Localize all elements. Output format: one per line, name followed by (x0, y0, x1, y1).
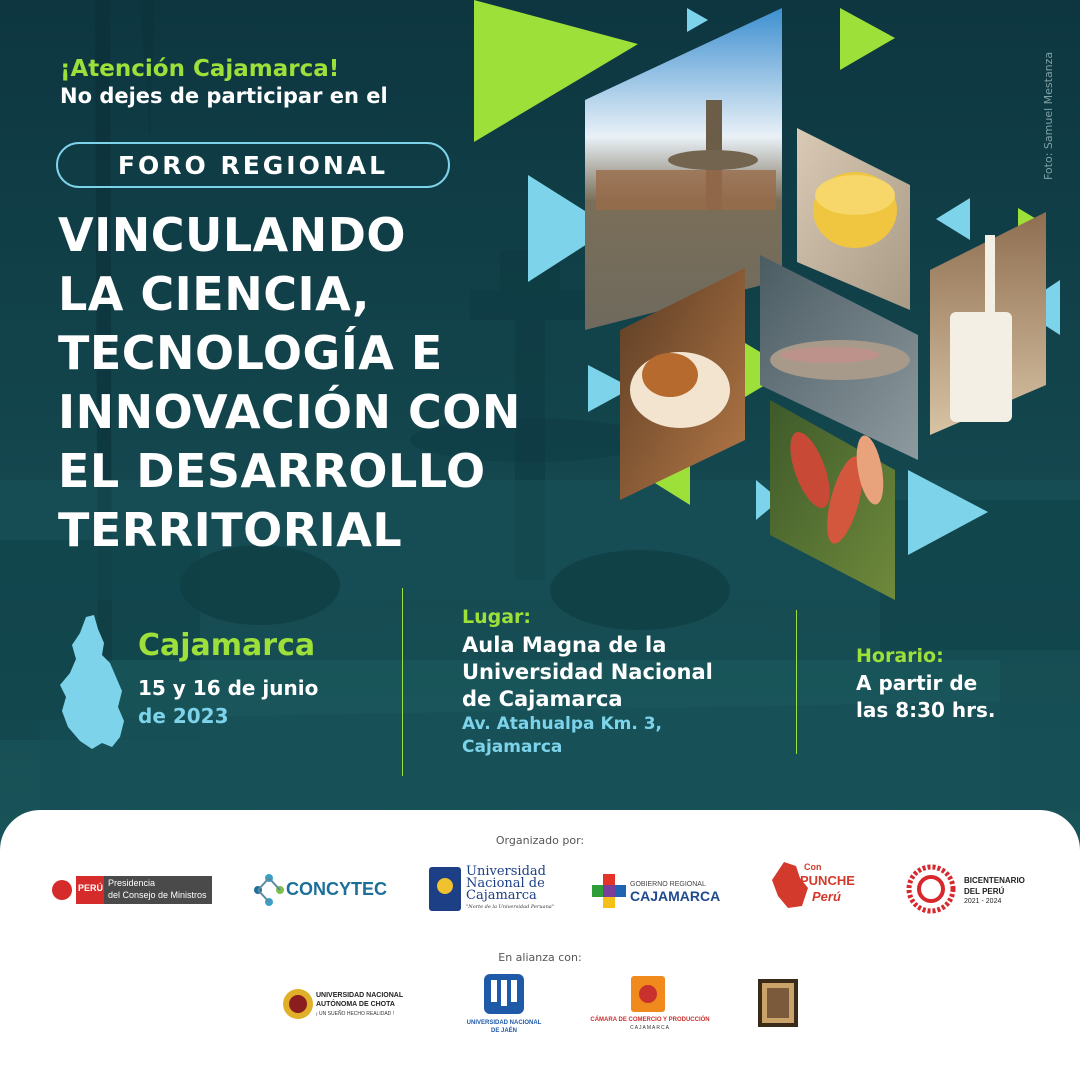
punche-line: PUNCHE (800, 873, 855, 888)
camara-comercio-logo (590, 975, 710, 1031)
event-title-line: EL DESARROLLO (58, 444, 486, 498)
time-heading: Horario: (856, 645, 944, 667)
gobierno-regional-logo (590, 872, 740, 912)
molecule-icon (252, 870, 286, 908)
place-heading: Lugar: (462, 606, 532, 628)
pcm-line: Presidencia (108, 878, 156, 888)
bic-line: 2021 - 2024 (964, 898, 1002, 905)
chota-logo (282, 986, 422, 1024)
unj-emblem-icon (482, 972, 526, 1016)
unc-line: Nacional de (466, 876, 545, 891)
bicentenario-logo (906, 864, 1046, 916)
event-title-line: TECNOLOGÍA E (58, 326, 443, 380)
punche-line: Perú (812, 889, 841, 904)
unc-shield-icon (428, 866, 462, 912)
chota-shield-icon (282, 986, 314, 1022)
jaen-line: DE JAÉN (490, 1028, 517, 1034)
place-line: Universidad Nacional (462, 660, 713, 684)
divider (402, 588, 403, 776)
time-line: las 8:30 hrs. (856, 698, 996, 722)
unc-line: Universidad (466, 864, 546, 879)
pcm-peru-text: PERÚ (78, 883, 104, 893)
pcm-logo (50, 872, 212, 908)
concytec-logo (252, 870, 392, 908)
regional-cross-icon (590, 872, 628, 910)
place-line: Aula Magna de la (462, 633, 667, 657)
plaza-photo (585, 8, 782, 330)
event-title-line: INNOVACIÓN CON (58, 385, 521, 439)
event-title-line: LA CIENCIA, (58, 267, 371, 321)
event-city: Cajamarca (138, 628, 316, 663)
organized-by-label: Organizado por: (495, 834, 585, 847)
event-date-year: de 2023 (138, 704, 229, 728)
bic-line: BICENTENARIO (964, 876, 1025, 885)
punche-line: Con (804, 862, 822, 872)
chota-line: UNIVERSIDAD NACIONAL (316, 992, 404, 999)
event-title-line: VINCULANDO (58, 208, 407, 262)
intro-subheading: No dejes de participar en el (60, 84, 388, 108)
unc-logo (428, 866, 558, 916)
cajamarca-map-icon (58, 615, 128, 750)
jaen-logo (462, 972, 546, 1036)
framed-emblem-icon (757, 978, 799, 1028)
event-date-line: 15 y 16 de junio (138, 676, 319, 700)
gob-line: GOBIERNO REGIONAL (630, 881, 706, 888)
alliance-label: En alianza con: (498, 951, 582, 964)
chota-motto: ¡ UN SUEÑO HECHO REALIDAD ! (316, 1011, 395, 1017)
photo-credit: Foto: Samuel Mestanza (1042, 51, 1055, 180)
camara-line: CÁMARA DE COMERCIO Y PRODUCCIÓN (590, 1017, 710, 1023)
chota-line: AUTÓNOMA DE CHOTA (316, 1001, 395, 1008)
milk-photo (930, 212, 1046, 435)
footer-panel (0, 810, 1080, 1080)
bicentenario-emblem-icon (906, 864, 956, 914)
event-badge (56, 142, 450, 188)
camara-line: CAJAMARCA (630, 1025, 670, 1031)
pcm-line: del Consejo de Ministros (108, 890, 207, 900)
address-line: Cajamarca (462, 737, 563, 757)
gob-line: CAJAMARCA (630, 888, 721, 904)
address-line: Av. Atahualpa Km. 3, (462, 714, 662, 734)
unc-line: Cajamarca (466, 888, 537, 903)
event-title-line: TERRITORIAL (58, 503, 403, 557)
time-line: A partir de (856, 671, 978, 695)
event-badge-label: FORO REGIONAL (117, 150, 389, 180)
jaen-line: UNIVERSIDAD NACIONAL (466, 1020, 542, 1026)
concytec-text: CONCYTEC (286, 879, 388, 899)
con-punche-peru-logo (770, 860, 870, 920)
event-title (58, 206, 578, 560)
unc-motto: "Norte de la Universidad Peruana" (466, 904, 555, 910)
camara-emblem-icon (630, 975, 666, 1013)
bic-line: DEL PERÚ (964, 887, 1005, 896)
intro-heading: ¡Atención Cajamarca! (60, 56, 340, 82)
divider (796, 610, 797, 754)
place-line: de Cajamarca (462, 687, 623, 711)
